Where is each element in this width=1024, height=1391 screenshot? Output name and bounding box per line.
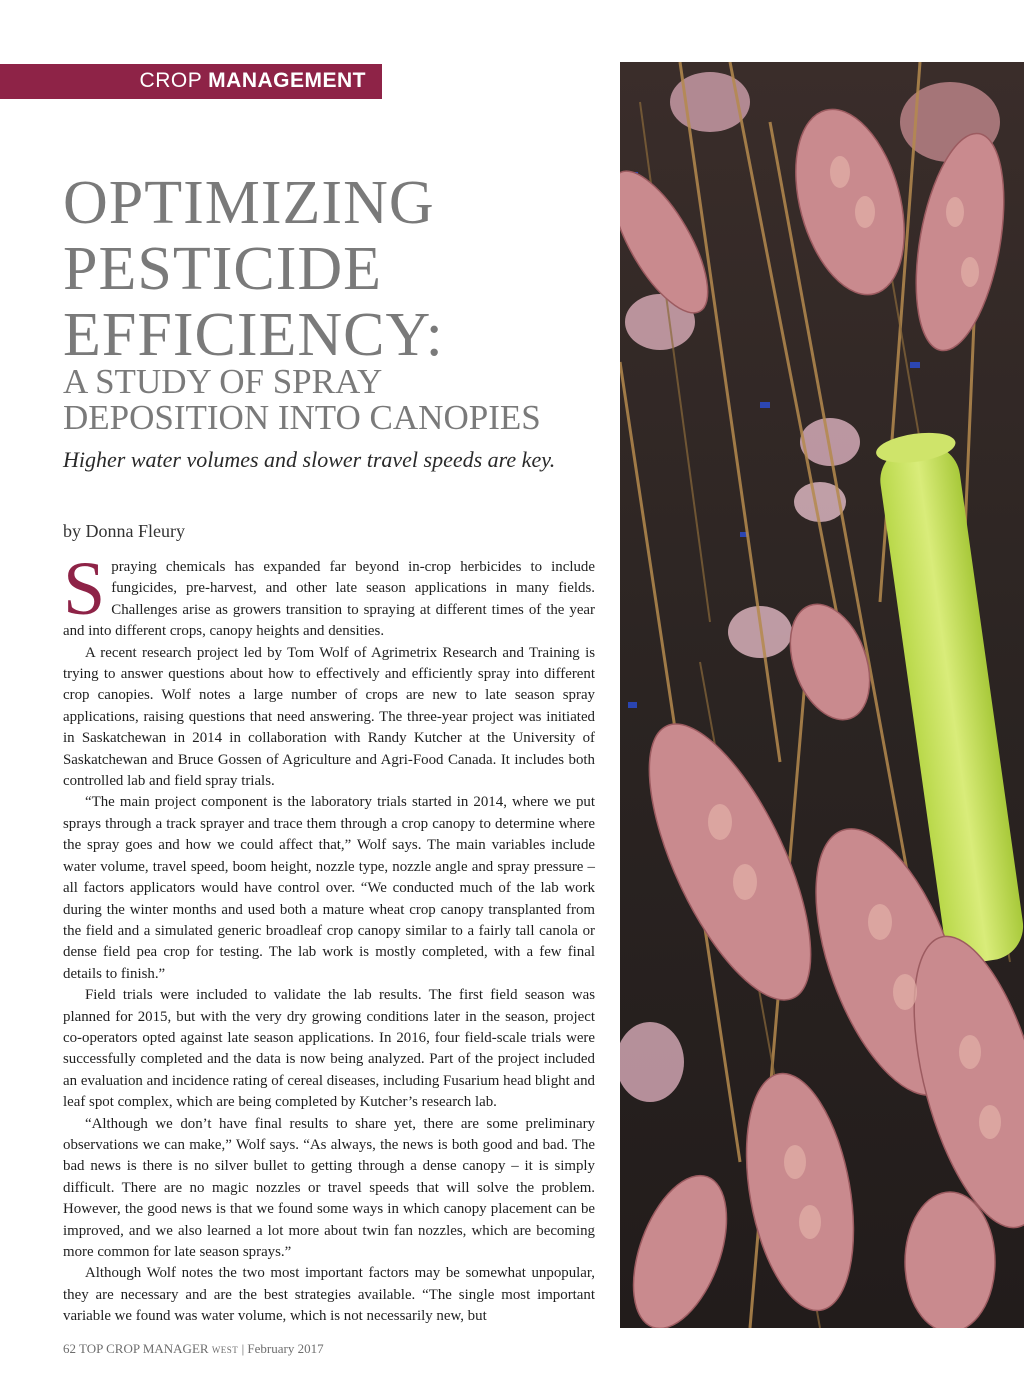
- issue-date: February 2017: [247, 1341, 324, 1356]
- subtitle-line-1: A STUDY OF SPRAY: [63, 362, 383, 401]
- paragraph-3: “The main project component is the laboratory trials started in 2014, where we put sprays through a track sprayer and trace them through a crop canopy to determine where the spray goes and how we could affect that,” Wolf says. The main variables include water volume, travel speed, boom height, nozzle type, nozzle angle and spray pressure – all factors applicators would have control over. “We conducted much of the lab work during the winter months and used both a mature wheat crop canopy transplanted from the field and a simulated generic broadleaf crop canopy similar to a fairly tall canola or dense field pea crop for testing. The lab work is mostly completed, with a few final details to finish.”: [63, 794, 595, 982]
- drop-cap: S: [63, 547, 106, 631]
- section-label-light: CROP: [139, 69, 202, 92]
- magazine-edition: WEST: [211, 1345, 239, 1355]
- byline: by Donna Fleury: [63, 521, 185, 541]
- article-body: [63, 547, 595, 1328]
- section-label-bold: MANAGEMENT: [208, 69, 366, 92]
- wheat-photo: [620, 62, 1024, 1328]
- subtitle-line-2: DEPOSITION INTO CANOPIES: [63, 398, 541, 437]
- paragraph-4: Field trials were included to validate the lab results. The first field season was planned for 2015, but with the very dry growing conditions later in the season, project co-operators opted against late season applications. In 2016, four field-scale trials were successfully completed and the data is now being analyzed. Part of the project included an evaluation and incidence rating of cereal diseases, including Fusarium head blight and leaf spot complex, which are being completed by Kutcher’s research lab.: [63, 987, 595, 1111]
- paragraph-1-text: praying chemicals has expanded far beyond in-crop herbicides to include fungicides, pre-harvest, and other late season applications in many fields. Challenges arise as growers transition to spraying at different times of the year and into different crops, canopy heights and densities.: [63, 559, 595, 640]
- footer-separator: |: [241, 1341, 245, 1356]
- paragraph-6: Although Wolf notes the two most important factors may be somewhat unpopular, they are necessary and are the best strategies available. “The single most important variable we found was water volume, which is not necessarily new, but: [63, 1265, 595, 1325]
- section-label: [140, 69, 366, 93]
- paragraph-2: A recent research project led by Tom Wolf of Agrimetrix Research and Training is trying to answer questions about how to effectively and efficiently spray into different crop canopies. Wolf notes a large number of crops are new to late season spray applications, raising questions that need answering. The three-year project was initiated in Saskatchewan in 2014 in collaboration with Randy Kutcher at the University of Saskatchewan and Bruce Gossen of Agriculture and Agri-Food Canada. It includes both controlled lab and field spray trials.: [63, 644, 595, 790]
- page-footer: [63, 1341, 324, 1357]
- article-title: [63, 170, 444, 368]
- paragraph-5: “Although we don’t have final results to share yet, there are some preliminary observations we can make,” Wolf says. “As always, the news is both good and bad. The bad news is there is no silver bullet to getting through a dense canopy – it is simply difficult. There are no magic nozzles or travel speeds that will solve the problem. However, the good news is that we found some ways in which canopy placement can be improved, and we also learned a lot more about twin fan nozzles, which are becoming more common for late season sprays.”: [63, 1115, 595, 1260]
- article-subtitle: [63, 364, 541, 436]
- magazine-name: TOP CROP MANAGER: [79, 1341, 209, 1356]
- title-line-2: PESTICIDE: [63, 235, 382, 303]
- article-deck: Higher water volumes and slower travel speeds are key.: [63, 447, 556, 472]
- page-number: 62: [63, 1341, 76, 1356]
- wheat-photo-illustration: [620, 62, 1024, 1328]
- section-banner: [0, 64, 382, 99]
- title-line-1: OPTIMIZING: [63, 169, 435, 237]
- title-line-3: EFFICIENCY:: [63, 301, 444, 369]
- paragraph-1: [63, 547, 595, 643]
